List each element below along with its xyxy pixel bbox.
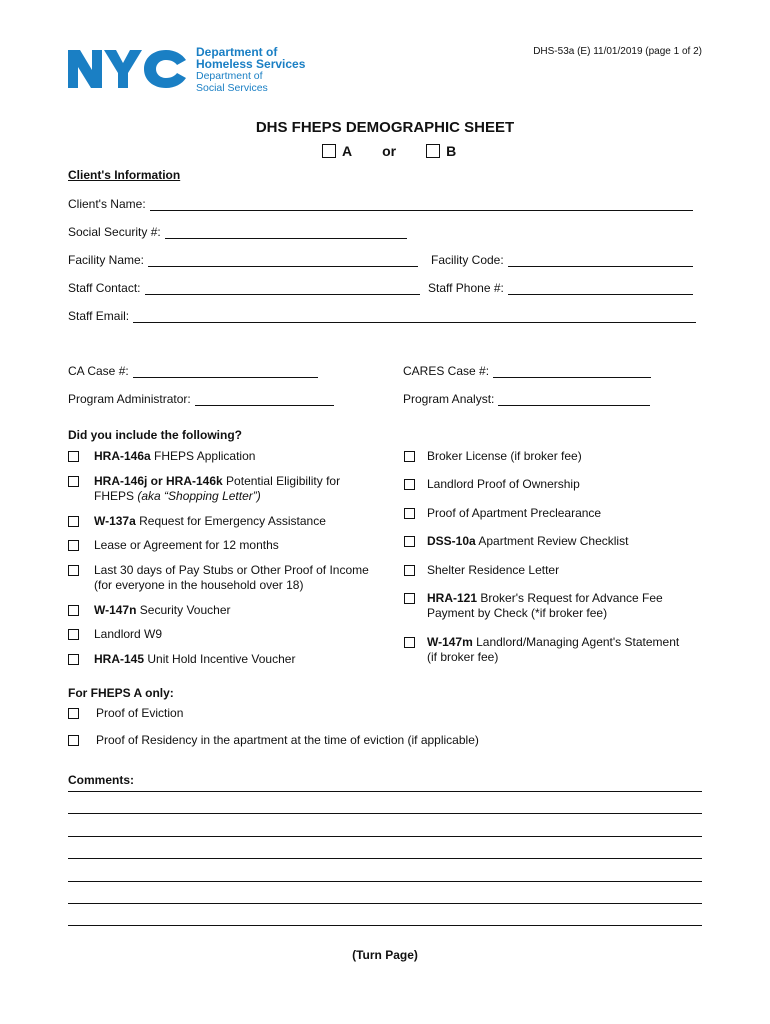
list-item: Broker License (if broker fee) [404,449,582,464]
list-item: HRA-146a FHEPS Application [68,449,255,464]
checkbox[interactable] [404,536,415,547]
checkbox[interactable] [404,479,415,490]
staff-phone-label: Staff Phone #: [428,281,504,295]
comment-line[interactable] [68,925,702,926]
client-info-heading: Client's Information [68,168,181,182]
dept-line-1: Department of [196,45,278,59]
option-a-checkbox[interactable] [322,144,336,158]
comment-line[interactable] [68,836,702,837]
program-admin-row [68,392,334,406]
program-admin-label: Program Administrator: [68,392,191,406]
ca-case-field[interactable] [133,366,318,378]
checkbox[interactable] [404,451,415,462]
comment-line[interactable] [68,858,702,859]
fheps-a-heading: For FHEPS A only: [68,686,174,700]
option-b-checkbox[interactable] [426,144,440,158]
comment-line[interactable] [68,903,702,904]
checkbox[interactable] [404,593,415,604]
dept-line-4: Social Services [196,82,268,94]
facility-name-field[interactable] [148,255,418,267]
option-b-label: B [446,143,457,159]
list-item: Proof of Residency in the apartment at the time of eviction (if applicable) [68,733,479,748]
list-item: W-147n Security Voucher [68,603,231,618]
staff-phone-field[interactable] [508,283,693,295]
program-analyst-row [403,392,650,406]
checkbox[interactable] [404,637,415,648]
checkbox[interactable] [68,629,79,640]
checkbox[interactable] [68,708,79,719]
list-item: DSS-10a Apartment Review Checklist [404,534,628,549]
staff-email-row [68,309,696,323]
page-title: DHS FHEPS DEMOGRAPHIC SHEET [255,119,515,136]
staff-contact-row [68,281,420,295]
cares-case-field[interactable] [493,366,651,378]
list-item: HRA-121 Broker's Request for Advance Fee Payment by Check (*if broker fee) [404,591,663,621]
program-analyst-field[interactable] [498,394,650,406]
checkbox[interactable] [68,451,79,462]
client-name-label: Client's Name: [68,197,146,211]
form-id: DHS-53a (E) 11/01/2019 (page 1 of 2) [533,46,702,57]
ca-case-label: CA Case #: [68,364,129,378]
staff-email-field[interactable] [133,311,696,323]
facility-name-row [68,253,418,267]
list-item: W-137a Request for Emergency Assistance [68,514,326,529]
comment-line[interactable] [68,881,702,882]
client-name-row [68,197,693,211]
facility-code-label: Facility Code: [431,253,504,267]
turn-page-note: (Turn Page) [352,948,418,962]
staff-contact-label: Staff Contact: [68,281,141,295]
list-item: W-147m Landlord/Managing Agent's Statement (if broker fee) [404,635,679,665]
checkbox[interactable] [68,735,79,746]
staff-phone-row [428,281,693,295]
program-admin-field[interactable] [195,394,334,406]
staff-contact-field[interactable] [145,283,421,295]
list-item: Shelter Residence Letter [404,563,559,578]
cares-case-row [403,364,651,378]
fheps-type-selector [322,143,456,159]
list-item: HRA-145 Unit Hold Incentive Voucher [68,652,295,667]
checkbox[interactable] [404,508,415,519]
checkbox[interactable] [68,565,79,576]
facility-code-row [431,253,693,267]
checkbox[interactable] [68,540,79,551]
staff-email-label: Staff Email: [68,309,130,323]
checkbox[interactable] [404,565,415,576]
dept-line-3: Department of [196,70,263,82]
ca-case-row [68,364,318,378]
checkbox[interactable] [68,605,79,616]
facility-code-field[interactable] [508,255,693,267]
list-item: HRA-146j or HRA-146k Potential Eligibility for FHEPS (aka “Shopping Letter”) [68,474,340,504]
nyc-logo [66,46,190,92]
checkbox[interactable] [68,516,79,527]
facility-name-label: Facility Name: [68,253,145,267]
program-analyst-label: Program Analyst: [403,392,495,406]
or-label: or [382,143,397,159]
list-item: Proof of Eviction [68,706,183,721]
list-item: Lease or Agreement for 12 months [68,538,279,553]
option-a-label: A [342,143,353,159]
checkbox[interactable] [68,654,79,665]
comment-line[interactable] [68,813,702,814]
comments-heading: Comments: [68,773,135,787]
client-name-field[interactable] [150,199,693,211]
department-name [196,46,305,94]
ssn-label: Social Security #: [68,225,161,239]
comment-line[interactable] [68,791,702,792]
list-item: Landlord W9 [68,627,162,642]
checkbox[interactable] [68,476,79,487]
ssn-field[interactable] [165,227,407,239]
dept-line-2: Homeless Services [196,57,306,71]
checklist-heading: Did you include the following? [68,428,242,442]
list-item: Proof of Apartment Preclearance [404,506,601,521]
list-item: Landlord Proof of Ownership [404,477,580,492]
cares-case-label: CARES Case #: [403,364,490,378]
ssn-row [68,225,407,239]
list-item: Last 30 days of Pay Stubs or Other Proof of Income (for everyone in the household over 18) [68,563,369,593]
